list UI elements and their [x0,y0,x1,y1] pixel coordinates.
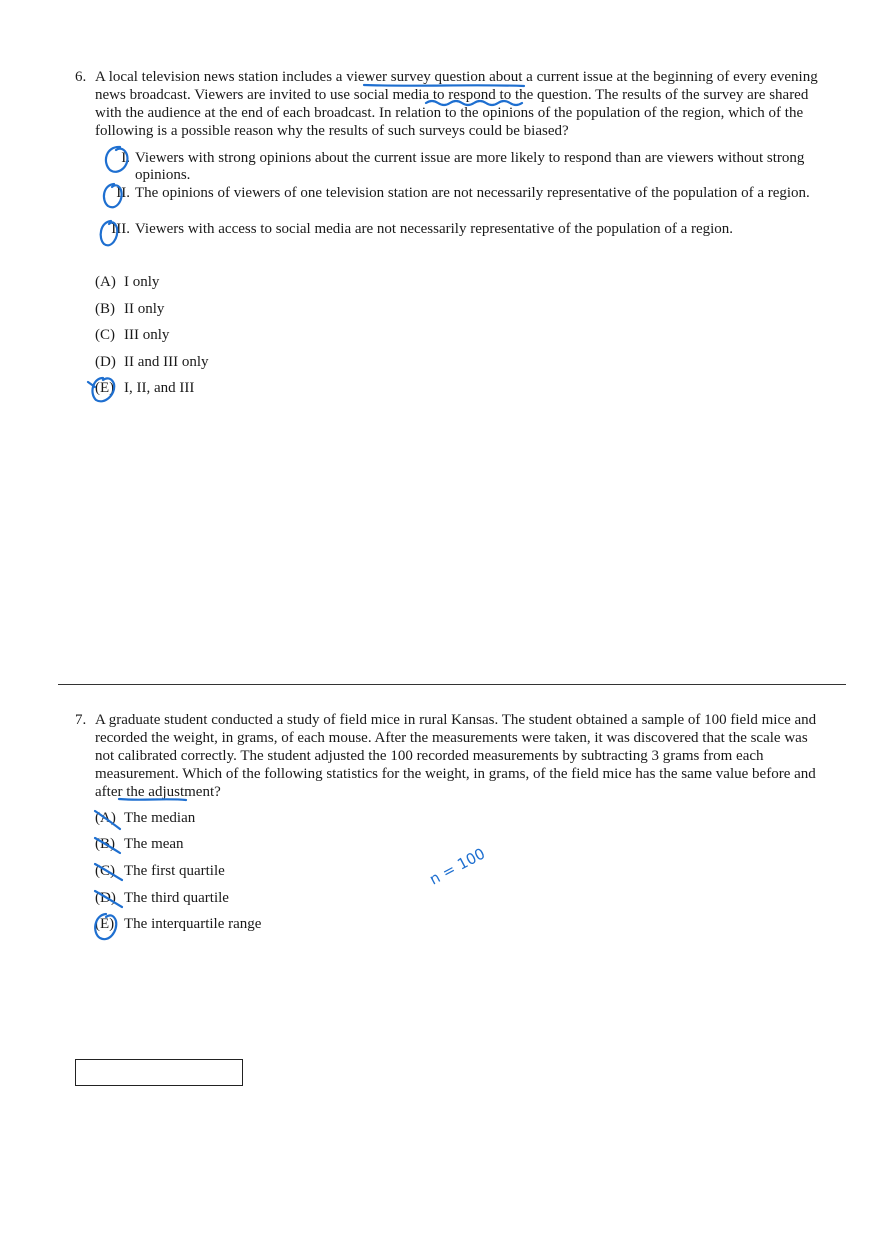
choice-b[interactable] [95,301,164,318]
choice-letter: (E) [95,380,115,396]
choice-e[interactable] [95,380,194,397]
question-number: 6. [75,69,87,85]
statement-numeral: I. [121,150,130,166]
choice-letter: (C) [95,863,115,879]
statement-text: Viewers with strong opinions about the current issue are more likely to respond than are viewers without strong opinions. [135,150,805,183]
question-text: A local television news station includes a viewer survey question about a current issue at the beginning of every evening news broadcast. Viewers are invited to use social media to respond to the question. The results of the survey are shared with the audience at the end of each broadcast. In relation to the opinions of the population of the region, which of the following is a possible reason why the results of such surveys could be biased? [95,69,818,139]
statement-iii [95,221,815,238]
choice-letter: (C) [95,327,115,343]
choice-text: II only [124,301,165,317]
choice-d[interactable] [95,890,229,907]
choice-text: The third quartile [124,890,229,906]
choice-b[interactable] [95,836,184,853]
choice-c[interactable] [95,863,225,880]
choice-text: I, II, and III [124,380,195,396]
statement-ii [95,185,815,202]
choice-text: I only [124,274,160,290]
handwritten-note: n = 100 [426,844,489,889]
statement-i [95,150,815,184]
statement-text: Viewers with access to social media are not necessarily representative of the population of a region. [135,221,734,237]
question-7 [75,711,820,801]
choice-letter: (E) [95,916,115,932]
question-number: 7. [75,712,87,728]
choice-text: The mean [124,836,184,852]
statement-numeral: III. [111,221,130,237]
answer-box[interactable] [75,1059,243,1086]
choice-a[interactable] [95,274,159,291]
statement-numeral: II. [116,185,130,201]
statement-text: The opinions of viewers of one television station are not necessarily representative of the population of a region. [135,185,810,201]
section-divider [58,684,846,685]
choice-text: The interquartile range [124,916,262,932]
choice-text: III only [124,327,170,343]
question-6 [75,68,820,140]
choice-letter: (A) [95,274,116,290]
choice-letter: (D) [95,354,116,370]
question-text: A graduate student conducted a study of field mice in rural Kansas. The student obtained a sample of 100 field mice and recorded the weight, in grams, of each mouse. After the measurements were taken, it was discovered that the scale was not calibrated correctly. The student adjusted the 100 recorded measurements by subtracting 3 grams from each measurement. Which of the following statistics for the weight, in grams, of the field mice has the same value before and after the adjustment? [95,712,817,800]
choice-d[interactable] [95,354,209,371]
choice-e[interactable] [95,916,261,933]
choice-letter: (A) [95,810,116,826]
choice-text: The first quartile [124,863,225,879]
choice-c[interactable] [95,327,169,344]
choice-letter: (D) [95,890,116,906]
choice-letter: (B) [95,836,115,852]
choice-a[interactable] [95,810,195,827]
choice-letter: (B) [95,301,115,317]
choice-text: The median [124,810,196,826]
choice-text: II and III only [124,354,209,370]
